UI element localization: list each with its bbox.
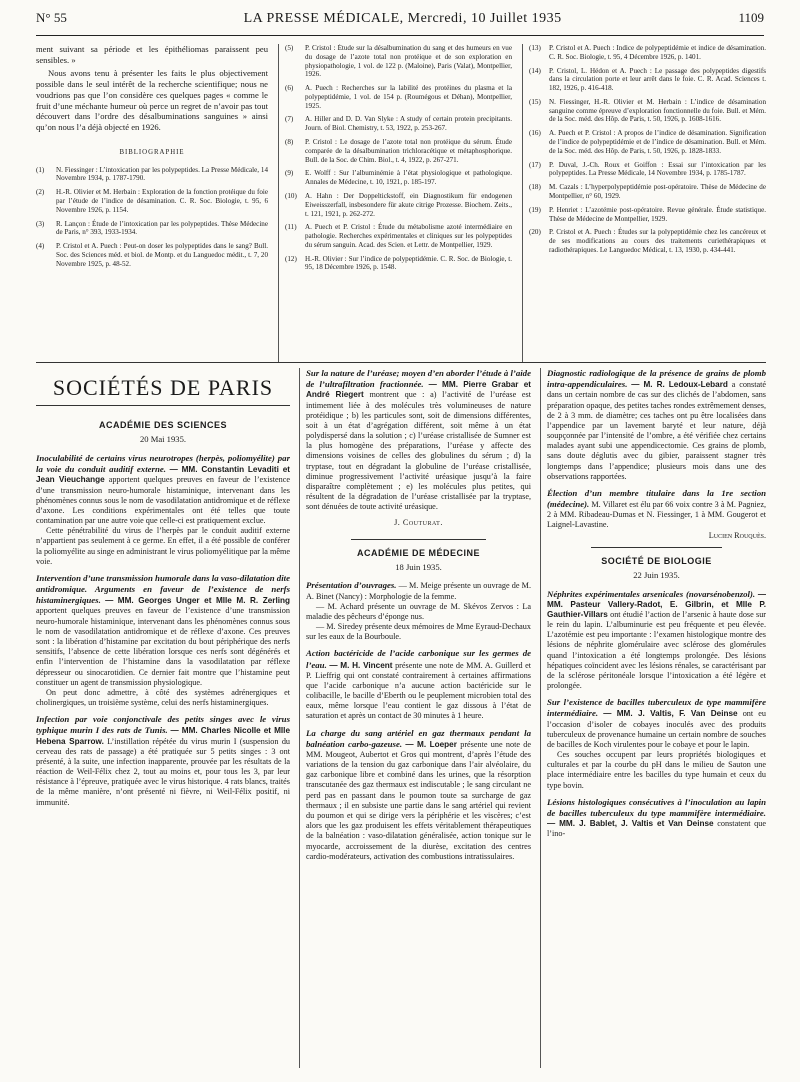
reference-text: A. Puech et P. Cristol : Étude du métabolisme azoté intermédiaire en pathologie. Recherches expérimentales et cliniques sur les polypeptides du sérum sanguin. Acad. des Scien. et Lettr. de Montpellier, 1929. <box>305 223 512 249</box>
article-body: montrent que : a) l’activité de l’uréase est intimement liée à des molécules très volumineuses de nature protéidique ; b) les particules sont, soit de dimensions différentes, soit à un état d’agrégation différent, soit même à un état polydispersé dans la solution ; c) l’uréase cristallisée de Sumner est la plus homogène des préparations, l’uréase y affecte des dimensions voisines de celles des globulines du sérum ; d) la tryptase, tout en dégradant la globuline de l’uréase cristallisée, diminue progressivement l’activité uréasique jusqu’à la faire disparaître complètement ; e) les molécules plus petites, qui résultent de la dégradation de l’uréase cristallisée par la tryptase, sont dénuées de toute activité uréasique. <box>306 390 531 512</box>
article-body-cont: On peut donc admettre, à côté des systèmes adrénergiques et cholinergiques, un troisième système, celui des nerfs histaminergiques. <box>36 687 290 708</box>
reference-text: A. Hiller and D. D. Van Slyke : A study of certain protein precipitants. Journ. of Biol. Chemistry, t. 53, 1922, p. 253-267. <box>305 115 512 133</box>
reference-number: (17) <box>529 160 541 169</box>
journal-masthead: LA PRESSE MÉDICALE, Mercredi, 10 Juillet 1935 <box>243 11 562 26</box>
reference-number: (1) <box>36 165 45 174</box>
academie-medecine-heading: ACADÉMIE DE MÉDECINE <box>356 547 480 558</box>
reference-item <box>529 183 766 201</box>
article-authors: — MM. Georges Unger et Mlle M. R. Zerling <box>105 596 290 606</box>
signature: Lucien Rouquès. <box>708 530 766 540</box>
article-title: Sur l’existence de bacilles tuberculeux de type mammifère intermédiaire. <box>547 697 766 719</box>
reference-number: (9) <box>285 169 294 178</box>
reference-item <box>529 44 766 62</box>
reference-text: H.-R. Olivier et M. Herbain : Exploration de la fonction protéique du foie par l’étude de l’indice de désamination. C. R. Soc. Biologie, t. 95, 6 Novembre 1926, p. 1154. <box>56 188 268 214</box>
article-body-cont: Cette pénétrabilité du virus de l’herpès par le conduit auditif externe n’appartient pas seulement à ce germe. En effet, il a été possible de conférer la poliomyélite au singe en administrant le virus poliomyélitique par la même voie. <box>36 526 290 566</box>
reference-text: E. Wolff : Sur l’albuminémie à l’état physiologique et pathologique. Annales de Médecine, t. 10, 1921, p. 185-197. <box>305 169 512 187</box>
reference-number: (20) <box>529 228 541 237</box>
article-title: Inoculabilité de certains virus neurotropes (herpès, poliomyélite) par la voie du conduit auditif externe. <box>36 453 290 475</box>
reference-item <box>285 255 512 273</box>
article-body: L’instillation répétée du virus murin I (suspension du cerveau des rats de passage) a été pratiquée sur 5 petits singes : 3 ont présenté, à la suite, une infection inapparente, prouvée par les résultats de la réaction de Weil-Félix chez 2, tout au moins et, pour tous les 3, par leur résistance à l’épreuve, pratiquée avec le virus historique. 4 rats blancs, traités de la même manière, n’ont présenté ni fièvre, ni Weil-Félix positif, ni immunité. <box>36 736 290 807</box>
academie-sciences-heading: ACADÉMIE DES SCIENCES <box>98 420 228 431</box>
intro-paragraph-1: ment suivant sa période et les épithéliomas paraissent peu sensibles. » <box>36 44 268 65</box>
reference-text: P. Cristol : Étude sur la désalbumination du sang et des humeurs en vue du dosage de l’azote total non protéique et de son exploration en physiopathologie, 1 vol. de 122 p. (Maloine), Paris (Valat), Montpellier, 1926. <box>305 44 512 79</box>
reference-item <box>285 169 512 187</box>
academie-sciences-date: 20 Mai 1935. <box>139 434 187 445</box>
top-column-2 <box>278 44 512 362</box>
reference-text: P. Cristol et A. Puech : Peut-on doser les polypeptides dans le sang? Bull. Soc. des Sciences méd. et biol. de Montp. et du Languedoc médit., t. 7, 20 Novembre 1925, p. 48-52. <box>56 242 268 268</box>
article <box>547 488 766 541</box>
reference-number: (16) <box>529 129 541 138</box>
article <box>306 580 531 642</box>
article-title: Néphrites expérimentales arsenicales (novarsénobenzol). <box>547 588 756 599</box>
reference-number: (15) <box>529 97 541 106</box>
article-authors: — MM. Constantin Levaditi et Jean Vieuchange <box>36 465 290 485</box>
article <box>36 714 290 808</box>
reference-text: H.-R. Olivier : Sur l’indice de polypeptidémie. C. R. Soc. de Biologie, t. 95, 18 Décembre 1926, p. 1548. <box>305 254 512 272</box>
top-section <box>36 44 766 362</box>
reference-number: (7) <box>285 115 294 124</box>
article-body-cont: — M. Siredey présente deux mémoires de Mme Eyraud-Dechaux sur les eaux de la Bourboule. <box>306 622 531 642</box>
reference-number: (11) <box>285 223 297 232</box>
article-body: ont eu l’occasion d’isoler de cobayes inoculés avec des produits tuberculeux de provenance humaine un certain nombre de souches de bacilles de Koch virulentes pour le cobaye et pour le lapin. <box>547 709 766 749</box>
article-body-cont: Ces souches occupent par leurs propriétés biologiques et culturales et par la courbe du pH dans le milieu de Sauton une place intermédiaire entre les bacilles du type humain et ceux du type bovin. <box>547 750 766 790</box>
article-title: Infection par voie conjonctivale des petits singes avec le virus typhique murin I des rats de Tunis. <box>36 714 290 736</box>
intro-paragraph-2: Nous avons tenu à présenter les faits le plus objectivement possible dans le seul intérêt de la recherche scientifique; nous ne voudrions pas que l’on considère ces quelques pages « comme le fruit d’une méchante humeur où perce un regret de n’avoir pas tout découvert dans l’ordre des désalbuminations sanguines » ainsi qu’on nous l’a déjà objecté en 1926. <box>36 67 268 133</box>
article-body: a constaté dans un certain nombre de cas sur des clichés de l’abdomen, sans préparation opaque, des petites taches rondes extrêmement denses, de 2 à 3 mm. de diamètre; ces taches ont pu être localisées dans l’appendice par un lavement baryté et leur nature, déjà soupçonnée par l’intensité de l’ombre, a été vérifiée chez certains malades ayant subi une appendicectomie. Ces grains de plomb, sans doute déglutis avec du gibier, paraissent stagner très longtemps dans l’appendice; plusieurs mois dans une des observations rapportées. <box>547 380 766 481</box>
reference-number: (8) <box>285 138 294 147</box>
article <box>547 368 766 482</box>
reference-text: N. Fiessinger : L’intoxication par les polypeptides. La Presse Médicale, 14 Novembre 1934, p. 1787-1790. <box>56 165 268 183</box>
reference-item <box>285 223 512 249</box>
article-body: présente une note de MM. Mougeot, Aubertot et Gros qui montrent, d’après l’étude des variations de la tension du gaz carbonique dans l’air alvéolaire, du gaz carbonique libre et combiné dans les urines, que la résorption transcutanée des gaz thermaux est indiscutable ; le sang circulant ne perd pas en passant dans le poumon toute sa surcharge de gaz thermaux ; il en subsiste une partie dans le sang artériel qui revient du poumon et qui se dirige vers la périphérie et les viscères; c’est alors que les gaz produisent les effets véritablement thérapeutiques de la balnéation : vaso-dilatation généralisée, action tonique sur le myocarde, accroissement de la diurèse, excitation des centres cardio-modérateurs, activation des combustions intratissulaires. <box>306 739 531 861</box>
article-authors: — MM. J. Bablet, J. Valtis et Van Deinse <box>547 819 714 829</box>
top-column-1 <box>36 44 268 362</box>
reference-text: P. Cristol, L. Hédon et A. Puech : Le passage des polypeptides digestifs dans la circulation porte et leur arrêt dans le foie. C. R. Acad. Sciences t. 182, 1926, p. 416-418. <box>549 66 766 93</box>
article <box>306 368 531 512</box>
reference-text: N. Fiessinger, H.-R. Olivier et M. Herbain : L’indice de désamination sanguine comme épreuve d’exploration fonctionnelle du foie. Bull. et Mém. de la Soc. méd. des Hôp. de Paris, t. 50, 1926, p. 1608-1616. <box>549 97 766 124</box>
article-authors: — M. Loeper <box>405 739 457 749</box>
article-body: apportent quelques preuves en faveur de l’existence d’une transmission neuro-humorale histaminique, intervenant dans les phénomènes connus sous le nom de vasodilatation antidromique et de réflexe d’axone. Ces preuves sont : la libération d’histamine par excitation du bout périphérique des nerfs sensitifs, l’absence de cette libération lorsque ces nerfs sont dégénérés et enfin l’intervention de l’histamine dans la vasodilatation par réflexe dépresseur ou sinocarotidien. Ce dernier fait montre que l’histamine peut constituer un agent de transmission physiologique. <box>36 606 290 687</box>
reference-item <box>36 188 268 214</box>
societes-section <box>36 368 766 1068</box>
reference-list-2 <box>285 44 512 272</box>
reference-list-1 <box>36 166 268 269</box>
reference-item <box>36 242 268 268</box>
reference-text: A. Puech : Recherches sur la labilité des protéines du plasma et la polypeptidémie, 1 vol. de 154 p. (Roumégous et Déhan), Montpellier, 1925. <box>305 84 512 110</box>
article <box>306 648 531 721</box>
reference-text: P. Cristol et A. Puech : Indice de polypeptidémie et indice de désamination. C. R. Soc. Biologie, t. 95, 4 Décembre 1926, p. 1401. <box>549 44 766 61</box>
article-body: présente une note de MM. A. Guillerd et P. Lieffrig qui ont constaté contrairement à certaines affirmations que l’acide carbonique n’a aucune action bactéricide sur le colibacille, le bacille d’Eberth ou le peuplement microbien total des eaux, même lorsque l’eau contient le gaz dissous à l’état de saturation et après un contact de 30 minutes à 1 heure. <box>306 660 531 721</box>
reference-item <box>529 228 766 254</box>
article-authors: — MM. Pierre Grabar et André Riegert <box>306 380 531 400</box>
reference-number: (19) <box>529 205 541 214</box>
article <box>547 797 766 840</box>
reference-number: (5) <box>285 44 294 52</box>
article-authors: — MM. Pasteur Vallery-Radot, E. Gilbrin, et Mlle P. Gauthier-Villars <box>547 589 766 619</box>
societe-biologie-date: 22 Juin 1935. <box>633 569 680 580</box>
reference-number: (6) <box>285 84 294 93</box>
reference-item <box>529 206 766 224</box>
signature: J. Couturat. <box>394 518 443 528</box>
article-title: Présentation d’ouvrages. <box>306 580 397 591</box>
bottom-column-1 <box>36 368 290 1068</box>
article <box>547 589 766 692</box>
reference-number: (4) <box>36 242 45 251</box>
reference-text: M. Cazals : L’hyperpolypeptidémie post-opératoire. Thèse de Médecine de Montpellier, n° 60, 1929. <box>549 183 766 200</box>
societe-biologie-heading: SOCIÉTÉ DE BIOLOGIE <box>601 555 712 566</box>
reference-item <box>529 67 766 93</box>
reference-item <box>36 220 268 238</box>
article-authors: — M. R. Ledoux-Lebard <box>631 380 728 390</box>
reference-item <box>285 138 512 164</box>
article-title: Sur la nature de l’uréase; moyen d’en aborder l’étude à l’aide de l’ultrafiltration fractionnée. <box>306 368 531 390</box>
article-title: Action bactéricide de l’acide carbonique sur les germes de l’eau. <box>306 648 531 670</box>
issue-number: N° 55 <box>36 10 67 25</box>
article-title: Élection d’un membre titulaire dans la 1re section (médecine). <box>547 487 766 510</box>
reference-item <box>285 192 512 218</box>
academie-medecine-date: 18 Juin 1935. <box>395 561 442 572</box>
article-body-cont: — M. Achard présente un ouvrage de M. Skévos Zervos : La maladie des pêcheurs d’éponge nus. <box>306 601 531 621</box>
article-title: Intervention d’une transmission humorale dans la vaso-dilatation dite antidromique. Arguments en faveur de l’existence de nerfs histaminergiques. <box>36 572 290 606</box>
reference-text: P. Cristol et A. Puech : Études sur la polypeptidémie chez les cancéreux et de ses modifications au cours des traitements curiethérapiques et radiothérapiques. Le Languedoc Médical, t. 13, 1930, p. 434-441. <box>549 228 766 254</box>
reference-number: (18) <box>529 183 541 192</box>
article-authors: — M. H. Vincent <box>329 660 393 670</box>
article-title: La charge du sang artériel en gaz thermaux pendant la balnéation carbo-gazeuse. <box>306 727 531 749</box>
reference-text: R. Lançon : Étude de l’intoxication par les polypeptides. Thèse Médecine de Paris, n° 393, 1933-1934. <box>56 219 268 237</box>
reference-text: P. Duval, J.-Ch. Roux et Goiffon : Essai sur l’intoxication par les polypeptides. La Presse Médicale, 14 Novembre 1934, p. 1785-1787. <box>549 160 766 178</box>
reference-number: (14) <box>529 66 541 75</box>
reference-item <box>529 161 766 179</box>
article <box>36 573 290 708</box>
bottom-column-2 <box>299 368 531 1068</box>
reference-text: A. Puech et P. Cristol : A propos de l’indice de désamination. Signification de l’indice de polypeptidémie et de l’indice de désamination. Bull. et Mém. de la Soc. méd. des Hôp. de Paris, t. 50, 1926, p. 1828-1833. <box>549 129 766 155</box>
article-body: — M. Meige présente un ouvrage de M. A. Binet (Nancy) : Morphologie de la femme. <box>306 581 531 601</box>
reference-item <box>529 129 766 155</box>
reference-text: P. Henriet : L’azotémie post-opératoire. Revue générale. Étude statistique. Thèse de Médecine de Montpellier, 1929. <box>549 205 766 223</box>
divider <box>351 539 486 540</box>
reference-text: P. Cristol : Le dosage de l’azote total non protéique du sérum. Étude comparée de la désalbumination trichloracétique et métaphosphorique. Bull. de la Soc. de Chim. Biol., t. 4, 1922, p. 267-271. <box>305 138 512 164</box>
reference-text: A. Hahn : Der Doppeltickstoff, ein Diagnostikum für endogenen Eiweisszerfall, insbesondere für akute citrige Prozesse. Biochem. Zeits., t. 121, 1921, p. 262-272. <box>305 191 512 218</box>
article <box>547 697 766 791</box>
reference-item <box>285 44 512 79</box>
reference-item <box>285 115 512 133</box>
divider <box>591 547 722 548</box>
article <box>306 728 531 862</box>
article-body: constatent que l’ino- <box>547 819 766 839</box>
reference-list-3 <box>529 44 766 255</box>
reference-number: (3) <box>36 219 45 228</box>
reference-number: (10) <box>285 191 297 200</box>
article <box>36 453 290 567</box>
reference-number: (12) <box>285 254 297 263</box>
page-number: 1109 <box>738 10 764 25</box>
reference-item <box>36 166 268 184</box>
article-title: Lésions histologiques consécutives à l’inoculation au lapin de bacilles tuberculeux du type mammifère intermédiaire. <box>547 796 766 818</box>
page-header <box>36 10 764 36</box>
article-authors: — MM. Charles Nicolle et Mlle Hebena Sparrow. <box>36 726 290 746</box>
societes-title: SOCIÉTÉS DE PARIS <box>36 374 290 406</box>
article-body: ont étudié l’action de l’arsenic à haute dose sur le rein du lapin. L’albuminurie est peu fréquente et peu élevée. L’azotémie est peu importante : l’examen histologique montre des lésions de néphrite glomérulaire avec sclérose des glomérules quand l’intoxication a été longtemps prolongée. Des lésions hépatiques coïncident avec les lésions rénales, se caractérisant par de la sclérose péritonéale lorsque l’intoxication a été légère et prolongée. <box>547 609 766 691</box>
top-column-3 <box>522 44 766 362</box>
reference-number: (13) <box>529 44 541 52</box>
bibliography-heading: BIBLIOGRAPHIE <box>119 149 185 157</box>
article-body: apportent quelques preuves en faveur de l’existence d’une transmission neuro-humorale histaminique, intervenant dans les phénomènes connus sous le nom de vasodilatation antidromique et de réflexe d’axone. Les conditions expérimentales ont été telles que toute contamination par une autre voie que celle-ci est pratiquement exclue. <box>36 475 290 526</box>
section-divider <box>36 362 766 363</box>
reference-number: (2) <box>36 188 45 197</box>
article-authors: — MM. J. Valtis, F. Van Deinse <box>603 709 738 719</box>
bottom-column-3 <box>540 368 766 1068</box>
reference-item <box>529 98 766 124</box>
article-title: Diagnostic radiologique de la présence de grains de plomb intra-appendiculaires. <box>547 368 766 390</box>
reference-item <box>285 84 512 110</box>
article-body: M. Villaret est élu par 66 voix contre 3 à M. Pagniez, 2 à MM. Ribadeau-Dumas et N. Fiessinger, 1 à MM. Gougerot et Laignel-Lavastine. <box>547 500 766 530</box>
